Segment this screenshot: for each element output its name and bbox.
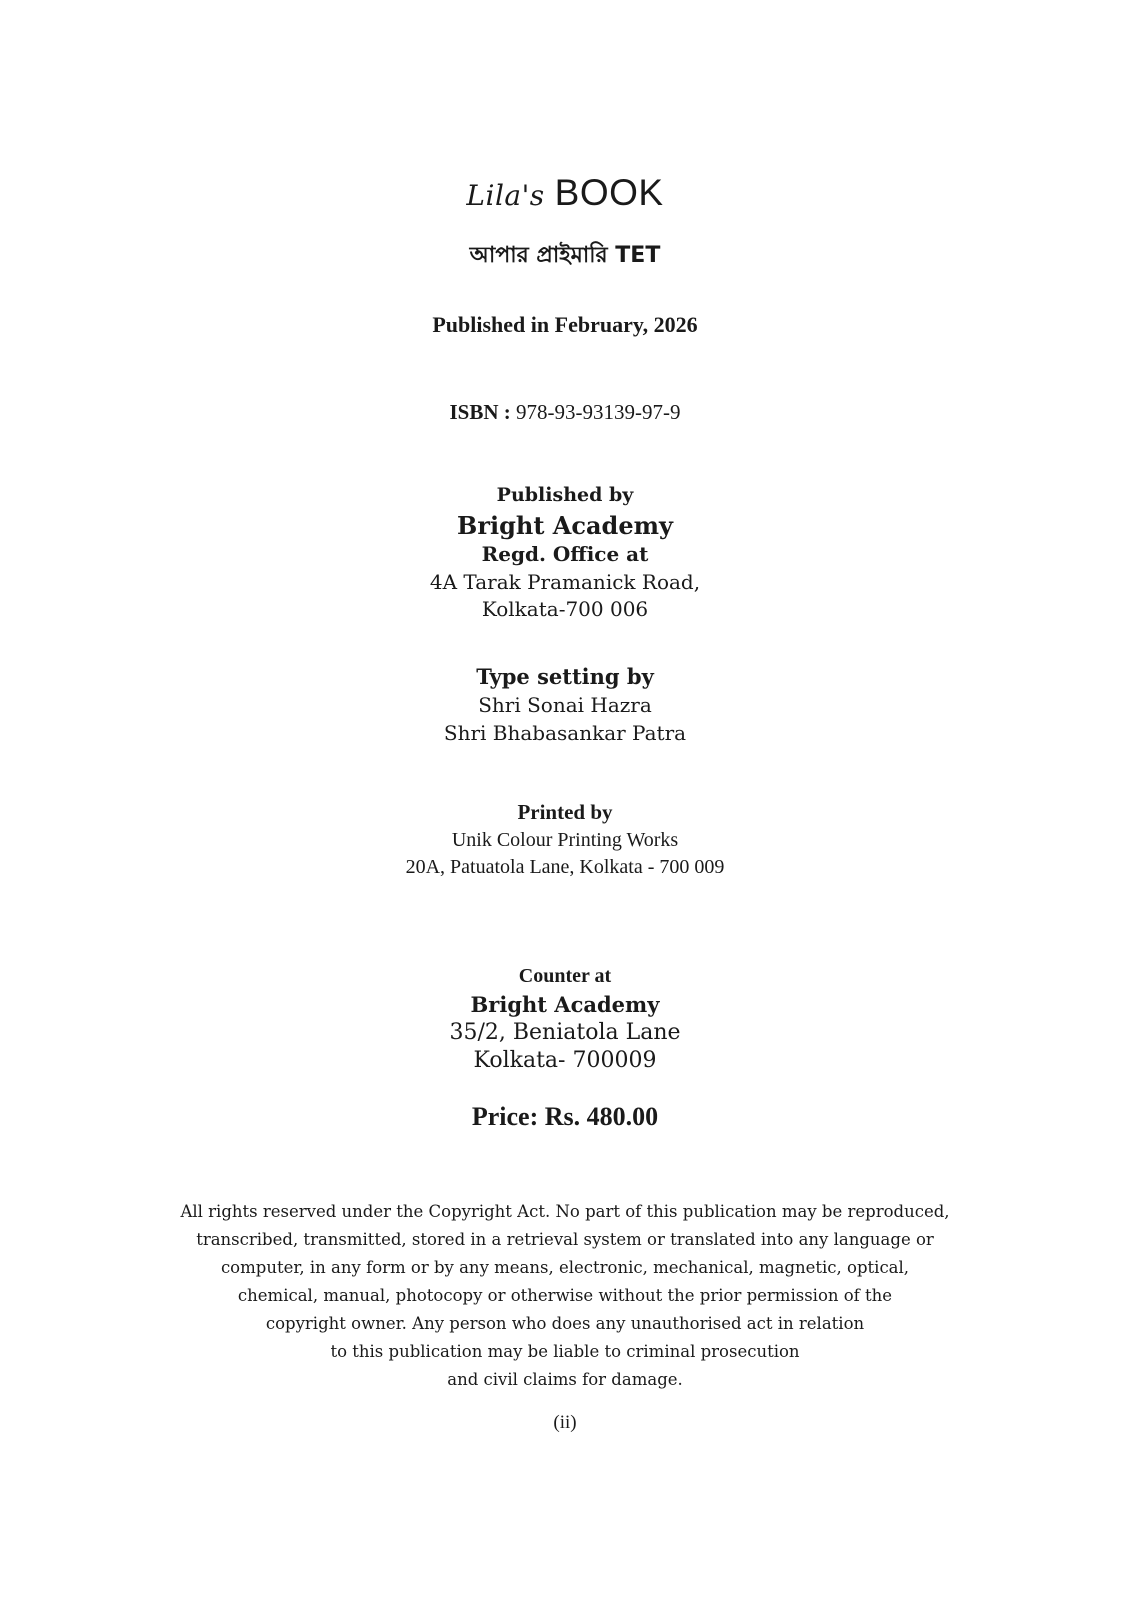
copyright-line: to this publication may be liable to criminal prosecution	[330, 1342, 800, 1361]
publisher-address-line1: 4A Tarak Pramanick Road,	[429, 570, 701, 594]
copyright-line: copyright owner. Any person who does any unauthorised act in relation	[265, 1314, 865, 1333]
printer-heading: Printed by	[517, 800, 613, 824]
copyright-notice	[0, 1198, 1130, 1394]
copyright-line: and civil claims for damage.	[447, 1370, 683, 1389]
book-subtitle: আপার প্রাইমারি TET	[469, 243, 661, 268]
publisher-heading: Published by	[496, 484, 634, 506]
price-line: Price: Rs. 480.00	[471, 1102, 659, 1131]
isbn-label: ISBN :	[449, 400, 511, 424]
counter-address-line2: Kolkata- 700009	[473, 1048, 657, 1073]
printer-block	[0, 802, 1130, 884]
copyright-line: All rights reserved under the Copyright Act. No part of this publication may be reproduced,	[180, 1202, 950, 1221]
publisher-address-line2: Kolkata-700 006	[481, 597, 649, 621]
book-title	[0, 172, 1130, 224]
copyright-line: transcribed, transmitted, stored in a retrieval system or translated into any language or	[196, 1230, 934, 1249]
printer-name: Unik Colour Printing Works	[451, 829, 679, 851]
typesetter-1: Shri Sonai Hazra	[478, 693, 652, 717]
publication-date: Published in February, 2026	[432, 312, 698, 337]
publisher-block	[0, 486, 1130, 626]
typesetting-block	[0, 666, 1130, 751]
counter-address-line1: 35/2, Beniatola Lane	[449, 1020, 681, 1045]
isbn-line	[0, 400, 1130, 425]
counter-heading: Counter at	[518, 965, 612, 987]
typesetter-2: Shri Bhabasankar Patra	[443, 721, 687, 745]
typesetting-heading: Type setting by	[476, 664, 654, 689]
book-title-script: Lila's	[466, 179, 545, 212]
page-number: (ii)	[553, 1412, 577, 1433]
counter-name: Bright Academy	[470, 992, 660, 1017]
isbn-value: 978-93-93139-97-9	[516, 400, 681, 424]
printer-address: 20A, Patuatola Lane, Kolkata - 700 009	[405, 856, 725, 878]
counter-block	[0, 966, 1130, 1078]
publisher-office-label: Regd. Office at	[481, 542, 649, 566]
book-title-main: BOOK	[554, 172, 664, 213]
copyright-line: computer, in any form or by any means, electronic, mechanical, magnetic, optical,	[220, 1258, 910, 1277]
copyright-line: chemical, manual, photocopy or otherwise without the prior permission of the	[237, 1286, 893, 1305]
publisher-name: Bright Academy	[457, 511, 673, 540]
